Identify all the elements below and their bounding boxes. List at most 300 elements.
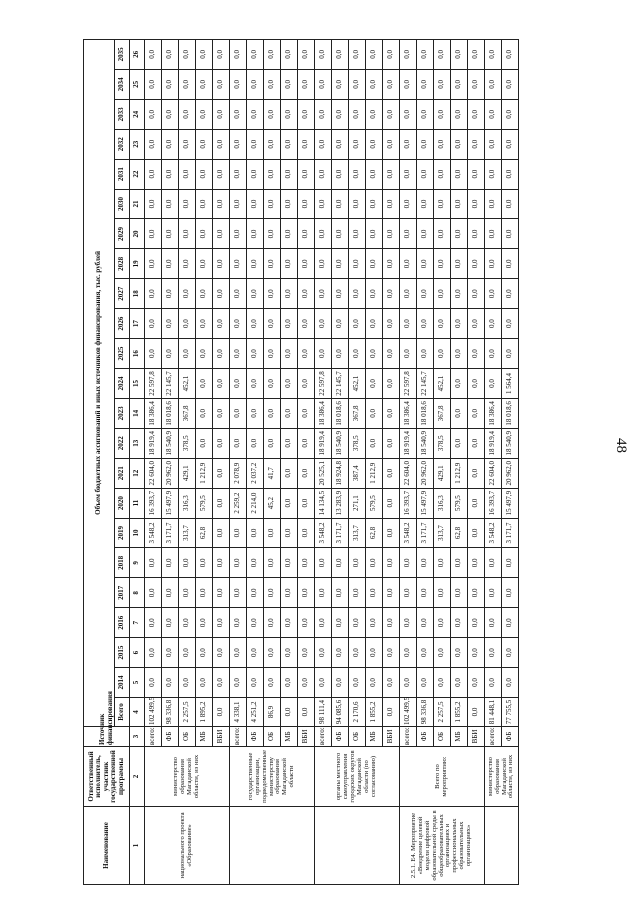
cell-year-value: 0,0 — [417, 219, 434, 249]
cell-year-value: 0,0 — [485, 309, 502, 339]
cell-year-value: 0,0 — [502, 548, 519, 578]
cell-year-value: 0,0 — [349, 249, 366, 279]
cell-year-value: 0,0 — [298, 249, 315, 279]
cell-year-value: 22 145,7 — [162, 369, 179, 399]
cell-year-value: 0,0 — [281, 398, 298, 428]
cell-year-value: 378,5 — [179, 428, 196, 458]
cell-year-value: 0,0 — [145, 99, 162, 129]
cell-year-value: 316,3 — [179, 488, 196, 518]
cell-year-value: 0,0 — [502, 39, 519, 69]
page-number: 48 — [613, 438, 629, 453]
cell-year-value: 0,0 — [247, 159, 264, 189]
header-year: 2024 — [115, 369, 130, 399]
cell-year-value: 0,0 — [366, 548, 383, 578]
cell-year-value: 18 386,4 — [315, 398, 332, 428]
cell-year-value: 0,0 — [502, 159, 519, 189]
cell-year-value: 13 283,9 — [332, 488, 349, 518]
row-source: МБ — [196, 727, 213, 747]
cell-year-value: 0,0 — [468, 279, 485, 309]
cell-year-value: 367,8 — [349, 398, 366, 428]
cell-year-value: 0,0 — [451, 159, 468, 189]
cell-year-value: 18 540,9 — [332, 428, 349, 458]
cell-year-value: 3 548,2 — [485, 518, 502, 548]
cell-year-value: 0,0 — [213, 39, 230, 69]
header-year: 2018 — [115, 548, 130, 578]
row-source: всего: — [230, 727, 247, 747]
cell-year-value: 0,0 — [468, 369, 485, 399]
row-source: МБ — [451, 727, 468, 747]
cell-year-value: 0,0 — [468, 608, 485, 638]
row-source: всего: — [400, 727, 417, 747]
cell-year-value: 0,0 — [349, 39, 366, 69]
cell-year-value: 0,0 — [468, 69, 485, 99]
cell-year-value: 0,0 — [247, 428, 264, 458]
cell-year-value: 0,0 — [145, 159, 162, 189]
cell-year-value: 0,0 — [247, 129, 264, 159]
cell-year-value: 0,0 — [230, 159, 247, 189]
cell-year-value: 0,0 — [264, 518, 281, 548]
cell-year-value: 0,0 — [298, 369, 315, 399]
cell-year-value: 0,0 — [162, 159, 179, 189]
cell-year-value: 0,0 — [264, 668, 281, 698]
table-row — [400, 39, 417, 884]
cell-year-value: 3 171,7 — [502, 518, 519, 548]
cell-year-value: 0,0 — [213, 488, 230, 518]
cell-year-value: 0,0 — [281, 369, 298, 399]
cell-year-value: 0,0 — [281, 578, 298, 608]
cell-year-value: 18 919,4 — [485, 428, 502, 458]
cell-year-value: 0,0 — [485, 668, 502, 698]
row-responsible: Всего по мероприятию: — [400, 747, 485, 807]
cell-year-value: 0,0 — [417, 69, 434, 99]
cell-year-value: 0,0 — [179, 189, 196, 219]
column-number: 16 — [130, 339, 145, 369]
cell-year-value: 0,0 — [196, 39, 213, 69]
column-number: 24 — [130, 99, 145, 129]
cell-year-value: 0,0 — [298, 219, 315, 249]
cell-year-value: 0,0 — [502, 249, 519, 279]
cell-year-value: 0,0 — [400, 219, 417, 249]
cell-year-value: 0,0 — [298, 458, 315, 488]
header-year: 2021 — [115, 458, 130, 488]
cell-year-value: 0,0 — [213, 369, 230, 399]
cell-year-value: 0,0 — [179, 548, 196, 578]
cell-year-value: 0,0 — [485, 99, 502, 129]
cell-year-value: 0,0 — [383, 458, 400, 488]
cell-year-value: 18 018,6 — [417, 398, 434, 428]
cell-year-value: 18 919,4 — [145, 428, 162, 458]
cell-year-value: 0,0 — [349, 99, 366, 129]
cell-year-value: 0,0 — [332, 608, 349, 638]
cell-year-value: 0,0 — [213, 189, 230, 219]
cell-year-value: 0,0 — [196, 369, 213, 399]
cell-year-value: 2 078,9 — [230, 458, 247, 488]
cell-year-value: 0,0 — [298, 548, 315, 578]
cell-year-value: 18 924,8 — [332, 458, 349, 488]
cell-year-value: 0,0 — [451, 638, 468, 668]
row-source: ВБИ — [468, 727, 485, 747]
cell-year-value: 0,0 — [179, 99, 196, 129]
header-year: 2020 — [115, 488, 130, 518]
cell-year-value: 22 597,8 — [400, 369, 417, 399]
cell-year-value: 0,0 — [298, 608, 315, 638]
row-source: ОБ — [434, 727, 451, 747]
header-year: 2023 — [115, 398, 130, 428]
cell-year-value: 0,0 — [281, 129, 298, 159]
row-source: ОБ — [179, 727, 196, 747]
cell-year-value: 0,0 — [247, 548, 264, 578]
column-number: 8 — [130, 578, 145, 608]
cell-year-value: 0,0 — [417, 608, 434, 638]
cell-year-value: 0,0 — [298, 99, 315, 129]
cell-year-value: 0,0 — [366, 69, 383, 99]
cell-year-value: 0,0 — [502, 608, 519, 638]
cell-year-value: 0,0 — [213, 219, 230, 249]
cell-year-value: 0,0 — [451, 219, 468, 249]
column-number: 10 — [130, 518, 145, 548]
cell-year-value: 20 962,0 — [502, 458, 519, 488]
cell-year-value: 0,0 — [434, 159, 451, 189]
cell-year-value: 0,0 — [247, 189, 264, 219]
cell-year-value: 0,0 — [298, 279, 315, 309]
cell-year-value: 387,4 — [349, 458, 366, 488]
cell-year-value: 0,0 — [485, 638, 502, 668]
cell-year-value: 0,0 — [213, 249, 230, 279]
header-year: 2014 — [115, 668, 130, 698]
cell-year-value: 0,0 — [247, 518, 264, 548]
cell-year-value: 0,0 — [502, 339, 519, 369]
cell-year-value: 0,0 — [179, 249, 196, 279]
cell-year-value: 0,0 — [298, 518, 315, 548]
column-number: 18 — [130, 279, 145, 309]
cell-year-value: 2 037,2 — [247, 458, 264, 488]
cell-year-value: 0,0 — [485, 189, 502, 219]
cell-year-value: 0,0 — [298, 309, 315, 339]
cell-year-value: 22 145,7 — [417, 369, 434, 399]
cell-year-value: 0,0 — [366, 279, 383, 309]
cell-year-value: 0,0 — [230, 369, 247, 399]
cell-year-value: 0,0 — [485, 69, 502, 99]
cell-year-value: 313,7 — [434, 518, 451, 548]
cell-year-value: 0,0 — [179, 279, 196, 309]
cell-year-value: 0,0 — [400, 548, 417, 578]
cell-year-value: 313,7 — [179, 518, 196, 548]
cell-year-value: 0,0 — [332, 129, 349, 159]
cell-year-value: 22 604,0 — [400, 458, 417, 488]
cell-year-value: 0,0 — [451, 69, 468, 99]
column-number: 12 — [130, 458, 145, 488]
cell-year-value: 0,0 — [383, 548, 400, 578]
cell-year-value: 0,0 — [468, 458, 485, 488]
cell-year-value: 0,0 — [247, 578, 264, 608]
cell-year-value: 0,0 — [298, 668, 315, 698]
row-name — [315, 807, 400, 885]
cell-year-value: 0,0 — [213, 129, 230, 159]
cell-year-value: 0,0 — [264, 428, 281, 458]
row-source: всего: — [145, 727, 162, 747]
cell-year-value: 0,0 — [434, 69, 451, 99]
cell-year-value: 0,0 — [247, 369, 264, 399]
cell-year-value: 0,0 — [383, 428, 400, 458]
cell-year-value: 0,0 — [315, 638, 332, 668]
row-source: ВБИ — [383, 727, 400, 747]
cell-year-value: 20 962,0 — [162, 458, 179, 488]
cell-year-value: 0,0 — [196, 99, 213, 129]
cell-year-value: 0,0 — [485, 129, 502, 159]
cell-year-value: 0,0 — [230, 518, 247, 548]
cell-year-value: 0,0 — [315, 249, 332, 279]
cell-year-value: 0,0 — [366, 398, 383, 428]
cell-year-value: 0,0 — [434, 39, 451, 69]
cell-year-value: 0,0 — [179, 39, 196, 69]
cell-year-value: 579,5 — [451, 488, 468, 518]
cell-year-value: 0,0 — [468, 668, 485, 698]
cell-year-value: 0,0 — [196, 219, 213, 249]
cell-year-value: 0,0 — [417, 189, 434, 219]
cell-year-value: 0,0 — [315, 578, 332, 608]
cell-year-value: 0,0 — [332, 309, 349, 339]
cell-year-value: 0,0 — [298, 578, 315, 608]
cell-year-value: 0,0 — [230, 578, 247, 608]
cell-year-value: 367,8 — [179, 398, 196, 428]
cell-year-value: 0,0 — [485, 578, 502, 608]
cell-year-value: 0,0 — [468, 578, 485, 608]
cell-year-value: 0,0 — [298, 189, 315, 219]
cell-year-value: 0,0 — [383, 189, 400, 219]
cell-year-value: 0,0 — [366, 638, 383, 668]
cell-year-value: 3 548,2 — [315, 518, 332, 548]
cell-year-value: 0,0 — [247, 279, 264, 309]
row-source: ФБ — [247, 727, 264, 747]
cell-year-value: 0,0 — [162, 39, 179, 69]
cell-year-value: 0,0 — [179, 339, 196, 369]
cell-year-value: 22 145,7 — [332, 369, 349, 399]
cell-year-value: 0,0 — [145, 249, 162, 279]
row-source: ВБИ — [298, 727, 315, 747]
cell-year-value: 0,0 — [162, 309, 179, 339]
cell-year-value: 0,0 — [281, 548, 298, 578]
header-year: 2029 — [115, 219, 130, 249]
cell-total: 94 085,6 — [332, 698, 349, 727]
cell-year-value: 22 597,8 — [145, 369, 162, 399]
cell-year-value: 0,0 — [451, 129, 468, 159]
cell-year-value: 0,0 — [383, 279, 400, 309]
cell-year-value: 0,0 — [366, 428, 383, 458]
cell-year-value: 1 212,9 — [196, 458, 213, 488]
cell-year-value: 0,0 — [196, 428, 213, 458]
cell-year-value: 0,0 — [315, 69, 332, 99]
cell-year-value: 0,0 — [315, 219, 332, 249]
cell-year-value: 452,1 — [434, 369, 451, 399]
funding-table — [83, 39, 519, 885]
cell-year-value: 0,0 — [230, 39, 247, 69]
cell-year-value: 45,2 — [264, 488, 281, 518]
cell-year-value: 0,0 — [281, 279, 298, 309]
cell-year-value: 0,0 — [485, 339, 502, 369]
cell-year-value: 0,0 — [400, 129, 417, 159]
cell-year-value: 0,0 — [451, 369, 468, 399]
column-number: 21 — [130, 189, 145, 219]
cell-year-value: 0,0 — [417, 309, 434, 339]
header-year: 2028 — [115, 249, 130, 279]
row-responsible: государственные организации, подведомственные министерству образования Магаданской области — [230, 747, 315, 807]
cell-total: 2 257,5 — [434, 698, 451, 727]
cell-year-value: 0,0 — [400, 189, 417, 219]
cell-year-value: 0,0 — [264, 638, 281, 668]
cell-year-value: 1 564,4 — [502, 369, 519, 399]
column-number: 22 — [130, 159, 145, 189]
row-source: ФБ — [332, 727, 349, 747]
column-number: 7 — [130, 608, 145, 638]
cell-year-value: 20 525,1 — [315, 458, 332, 488]
cell-total: 0,0 — [213, 698, 230, 727]
cell-year-value: 0,0 — [145, 608, 162, 638]
row-source: всего: — [315, 727, 332, 747]
cell-year-value: 0,0 — [264, 608, 281, 638]
cell-year-value: 0,0 — [451, 339, 468, 369]
cell-year-value: 0,0 — [485, 548, 502, 578]
cell-year-value: 0,0 — [383, 668, 400, 698]
cell-year-value: 0,0 — [434, 608, 451, 638]
header-year: 2019 — [115, 518, 130, 548]
row-source: МБ — [281, 727, 298, 747]
cell-year-value: 0,0 — [264, 69, 281, 99]
cell-total: 86,9 — [264, 698, 281, 727]
cell-year-value: 0,0 — [162, 638, 179, 668]
cell-year-value: 0,0 — [349, 668, 366, 698]
cell-total: 2 170,6 — [349, 698, 366, 727]
row-source: ФБ — [162, 727, 179, 747]
cell-year-value: 0,0 — [434, 249, 451, 279]
header-year: 2034 — [115, 69, 130, 99]
cell-year-value: 0,0 — [502, 638, 519, 668]
cell-year-value: 0,0 — [264, 99, 281, 129]
cell-year-value: 0,0 — [281, 488, 298, 518]
cell-year-value: 0,0 — [213, 608, 230, 638]
cell-year-value: 378,5 — [349, 428, 366, 458]
cell-year-value: 0,0 — [298, 159, 315, 189]
cell-year-value: 0,0 — [196, 398, 213, 428]
row-name — [230, 807, 315, 885]
cell-year-value: 0,0 — [298, 69, 315, 99]
cell-year-value: 0,0 — [485, 369, 502, 399]
cell-year-value: 378,5 — [434, 428, 451, 458]
cell-year-value: 0,0 — [502, 309, 519, 339]
cell-year-value: 0,0 — [179, 159, 196, 189]
cell-year-value: 0,0 — [417, 39, 434, 69]
header-year: 2026 — [115, 309, 130, 339]
cell-year-value: 0,0 — [162, 249, 179, 279]
cell-year-value: 0,0 — [281, 189, 298, 219]
cell-year-value: 0,0 — [230, 249, 247, 279]
cell-year-value: 0,0 — [332, 159, 349, 189]
cell-year-value: 0,0 — [162, 578, 179, 608]
header-year: 2022 — [115, 428, 130, 458]
cell-year-value: 0,0 — [281, 99, 298, 129]
cell-year-value: 0,0 — [349, 129, 366, 159]
header-responsible: Ответственный исполнитель, участник государственной программы — [84, 747, 130, 807]
cell-year-value: 0,0 — [417, 339, 434, 369]
cell-year-value: 0,0 — [366, 668, 383, 698]
cell-year-value: 0,0 — [230, 309, 247, 339]
cell-year-value: 0,0 — [383, 638, 400, 668]
cell-year-value: 0,0 — [383, 398, 400, 428]
cell-year-value: 0,0 — [298, 428, 315, 458]
cell-year-value: 0,0 — [332, 279, 349, 309]
cell-year-value: 0,0 — [247, 39, 264, 69]
cell-year-value: 0,0 — [230, 219, 247, 249]
cell-year-value: 0,0 — [145, 69, 162, 99]
cell-year-value: 0,0 — [179, 219, 196, 249]
cell-year-value: 0,0 — [315, 279, 332, 309]
cell-year-value: 0,0 — [196, 249, 213, 279]
cell-year-value: 0,0 — [298, 638, 315, 668]
header-year: 2032 — [115, 129, 130, 159]
cell-year-value: 0,0 — [213, 309, 230, 339]
cell-year-value: 1 212,9 — [451, 458, 468, 488]
cell-year-value: 0,0 — [264, 129, 281, 159]
cell-year-value: 0,0 — [179, 608, 196, 638]
cell-year-value: 0,0 — [213, 339, 230, 369]
cell-year-value: 0,0 — [281, 339, 298, 369]
cell-year-value: 18 919,4 — [315, 428, 332, 458]
row-source: ФБ — [417, 727, 434, 747]
cell-year-value: 0,0 — [196, 548, 213, 578]
cell-year-value: 0,0 — [162, 129, 179, 159]
cell-year-value: 22 604,0 — [145, 458, 162, 488]
cell-year-value: 3 171,7 — [417, 518, 434, 548]
cell-year-value: 0,0 — [264, 369, 281, 399]
cell-year-value: 0,0 — [451, 428, 468, 458]
cell-year-value: 0,0 — [349, 608, 366, 638]
cell-year-value: 0,0 — [366, 159, 383, 189]
cell-year-value: 0,0 — [213, 548, 230, 578]
cell-year-value: 0,0 — [213, 428, 230, 458]
table-row — [315, 39, 332, 884]
cell-year-value: 0,0 — [230, 398, 247, 428]
cell-year-value: 0,0 — [434, 279, 451, 309]
cell-year-value: 62,8 — [196, 518, 213, 548]
cell-year-value: 41,7 — [264, 458, 281, 488]
cell-year-value: 0,0 — [315, 339, 332, 369]
cell-year-value: 0,0 — [315, 39, 332, 69]
cell-year-value: 0,0 — [400, 638, 417, 668]
cell-year-value: 0,0 — [468, 219, 485, 249]
cell-year-value: 0,0 — [400, 608, 417, 638]
cell-year-value: 0,0 — [349, 69, 366, 99]
column-number: 4 — [130, 698, 145, 727]
cell-year-value: 18 540,9 — [417, 428, 434, 458]
cell-year-value: 0,0 — [230, 189, 247, 219]
cell-year-value: 0,0 — [247, 638, 264, 668]
header-year: 2031 — [115, 159, 130, 189]
table-row — [145, 39, 162, 884]
cell-year-value: 0,0 — [468, 189, 485, 219]
cell-year-value: 0,0 — [383, 578, 400, 608]
cell-total: 98 336,8 — [162, 698, 179, 727]
cell-year-value: 0,0 — [264, 398, 281, 428]
cell-year-value: 0,0 — [468, 398, 485, 428]
column-number: 19 — [130, 249, 145, 279]
cell-year-value: 0,0 — [247, 99, 264, 129]
cell-year-value: 0,0 — [179, 129, 196, 159]
row-name: национального проекта «Образование» — [145, 807, 230, 885]
cell-year-value: 0,0 — [315, 159, 332, 189]
cell-total: 1 855,2 — [366, 698, 383, 727]
cell-year-value: 0,0 — [383, 309, 400, 339]
cell-year-value: 0,0 — [196, 638, 213, 668]
cell-year-value: 0,0 — [213, 279, 230, 309]
